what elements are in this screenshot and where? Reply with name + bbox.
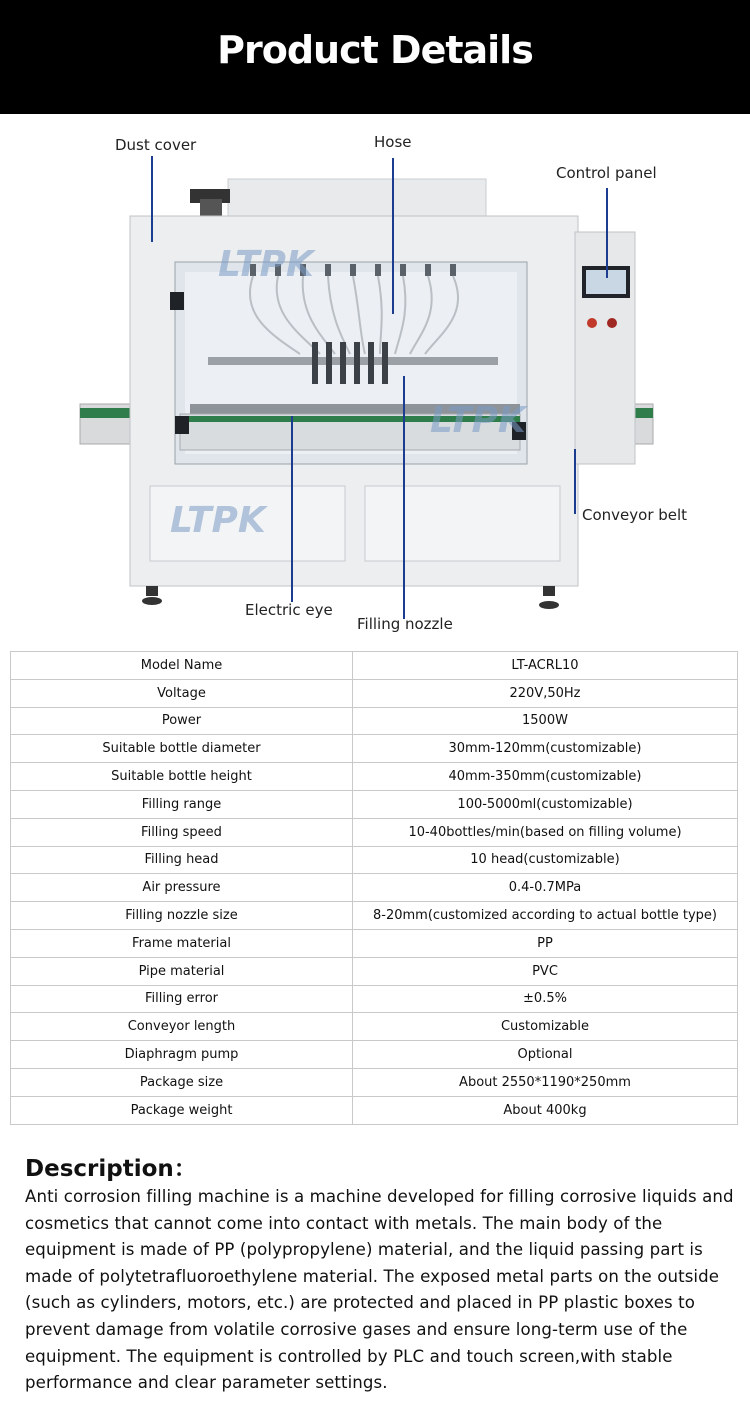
spec-name: Filling nozzle size [11,902,353,930]
watermark-top: LTPK [218,244,314,285]
spec-value: 30mm-120mm(customizable) [353,735,738,763]
header-banner [0,0,750,114]
spec-name: Conveyor length [11,1013,353,1041]
page-title: Product Details [217,28,533,72]
spec-value: ±0.5% [353,985,738,1013]
table-row [11,679,738,707]
spec-value: PVC [353,957,738,985]
spec-name: Pipe material [11,957,353,985]
spec-value: PP [353,929,738,957]
table-row [11,1096,738,1124]
spec-value: LT-ACRL10 [353,652,738,680]
spec-value: 10-40bottles/min(based on filling volume) [353,818,738,846]
spec-value: 1500W [353,707,738,735]
spec-value: 0.4-0.7MPa [353,874,738,902]
spec-name: Suitable bottle height [11,763,353,791]
callout-dust-cover: Dust cover [115,136,197,154]
table-row [11,929,738,957]
table-row [11,790,738,818]
table-row [11,1041,738,1069]
spec-name: Package size [11,1068,353,1096]
table-row [11,652,738,680]
callout-control-panel: Control panel [556,164,657,182]
spec-value: 8-20mm(customized according to actual bottle type) [353,902,738,930]
spec-name: Power [11,707,353,735]
machine-figure [0,114,750,644]
spec-value: Customizable [353,1013,738,1041]
table-row [11,763,738,791]
spec-name: Package weight [11,1096,353,1124]
spec-value: 40mm-350mm(customizable) [353,763,738,791]
spec-name: Filling speed [11,818,353,846]
spec-name: Model Name [11,652,353,680]
spec-value: 220V,50Hz [353,679,738,707]
spec-value: Optional [353,1041,738,1069]
spec-name: Filling head [11,846,353,874]
table-row [11,902,738,930]
callout-electric-eye: Electric eye [245,601,333,619]
spec-value: 100-5000ml(customizable) [353,790,738,818]
table-row [11,874,738,902]
spec-name: Filling error [11,985,353,1013]
spec-name: Air pressure [11,874,353,902]
callout-hose: Hose [374,133,412,151]
spec-value: About 400kg [353,1096,738,1124]
table-row [11,846,738,874]
table-row [11,735,738,763]
spec-table [10,651,738,1125]
spec-name: Frame material [11,929,353,957]
spec-value: 10 head(customizable) [353,846,738,874]
table-row [11,985,738,1013]
table-row [11,1068,738,1096]
table-row [11,957,738,985]
spec-value: About 2550*1190*250mm [353,1068,738,1096]
spec-table-body [11,652,738,1125]
table-row [11,818,738,846]
watermark-bottom: LTPK [170,500,266,541]
table-row [11,1013,738,1041]
table-row [11,707,738,735]
spec-name: Suitable bottle diameter [11,735,353,763]
watermark-middle: LTPK [430,400,526,441]
callout-conveyor-belt: Conveyor belt [582,506,688,524]
spec-name: Diaphragm pump [11,1041,353,1069]
description-body: Anti corrosion filling machine is a machine developed for filling corrosive liquids and cosmetics that cannot come into contact with metals. The main body of the equipment is made of PP (polypropylene) material, and the liquid passing part is made of polytetrafluoroethylene material. The exposed metal parts on the outside (such as cylinders, motors, etc.) are protected and placed in PP plastic boxes to prevent damage from volatile corrosive gases and ensure long-term use of the equipment. The equipment is controlled by PLC and touch screen,with stable performance and clear parameter settings. [25,1187,734,1393]
description-heading: Description： [25,1156,197,1182]
spec-name: Filling range [11,790,353,818]
callout-filling-nozzle: Filling nozzle [357,615,453,633]
machine-illustration [0,114,750,644]
spec-name: Voltage [11,679,353,707]
